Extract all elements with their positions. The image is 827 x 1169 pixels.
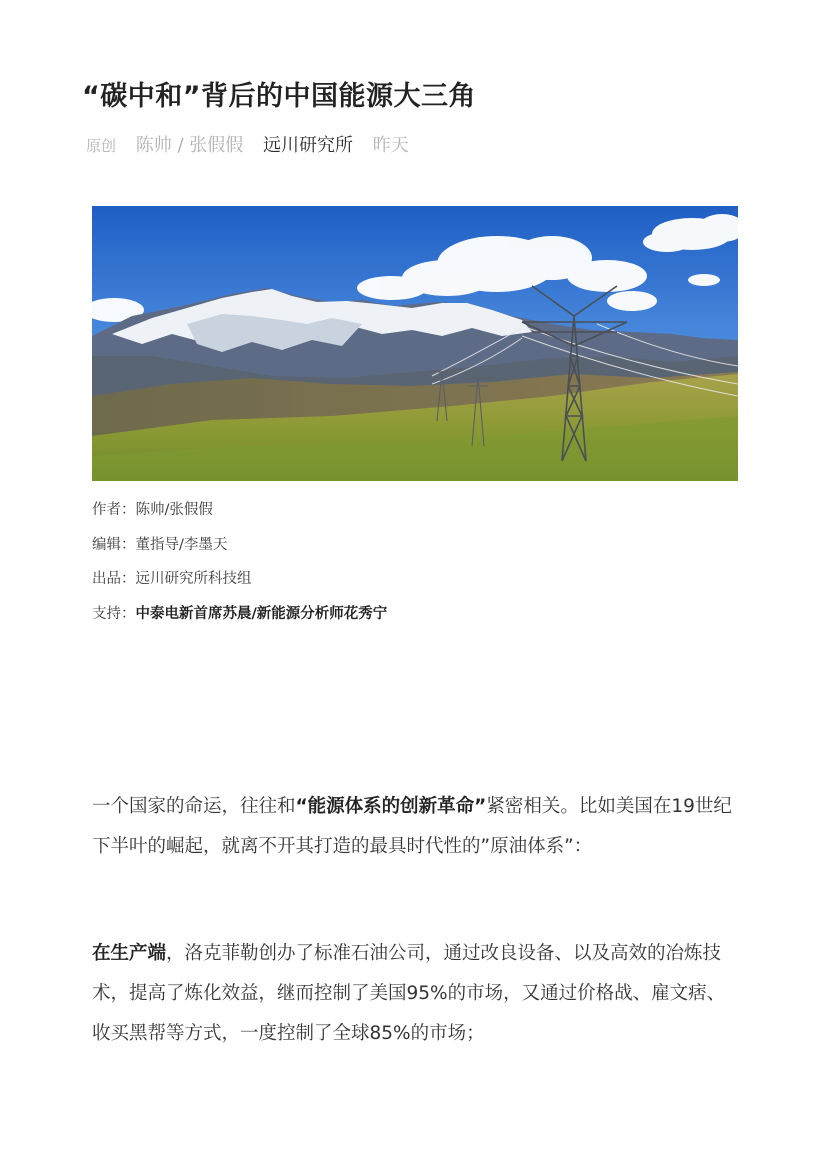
paragraph-text: 一个国家的命运，往往和 bbox=[92, 796, 296, 817]
credits-list bbox=[92, 500, 387, 638]
paragraph-text: ，洛克菲勒创办了标准石油公司，通过改良设备、以及高效的冶炼技术，提高了炼化效益，继而控制了美国95%的市场，又通过价格战、雇文痞、收买黑帮等方式，一度控制了全球85%的市场； bbox=[92, 943, 726, 1044]
body-paragraph-1 bbox=[92, 787, 742, 867]
article-title: “碳中和”背后的中国能源大三角 bbox=[82, 81, 476, 112]
credit-label: 编辑： bbox=[92, 536, 136, 553]
paragraph-text: 比如美国在19世纪下半叶的崛起，就离不开其打造的最具时代性的”原油体系”： bbox=[92, 796, 732, 857]
credit-producer bbox=[92, 569, 387, 604]
credit-value: 远川研究所科技组 bbox=[135, 571, 252, 587]
landscape-photo-icon bbox=[92, 206, 738, 481]
credit-label: 支持： bbox=[92, 605, 136, 622]
hero-image bbox=[92, 206, 738, 481]
credit-author bbox=[92, 500, 387, 535]
publish-time: 昨天 bbox=[372, 135, 409, 156]
article-meta bbox=[86, 131, 409, 157]
credit-value: 中泰电新首席苏晨/新能源分析师花秀宁 bbox=[135, 605, 388, 622]
credit-editor bbox=[92, 535, 387, 570]
credit-value: 董指导/李墨天 bbox=[135, 536, 228, 553]
paragraph-emphasis: “能源体系的创新革命” bbox=[295, 796, 487, 817]
paragraph-emphasis: 在生产端 bbox=[92, 943, 167, 964]
credit-value: 陈帅/张假假 bbox=[135, 502, 213, 518]
credit-support bbox=[92, 604, 387, 639]
account-name-link[interactable]: 远川研究所 bbox=[263, 135, 353, 156]
body-paragraph-2 bbox=[92, 934, 742, 1054]
paragraph-text: 紧密相关。 bbox=[486, 796, 579, 817]
credit-label: 出品： bbox=[92, 571, 136, 587]
original-tag: 原创 bbox=[86, 137, 117, 155]
credit-label: 作者： bbox=[92, 502, 136, 518]
author-names: 陈帅 / 张假假 bbox=[135, 135, 244, 156]
